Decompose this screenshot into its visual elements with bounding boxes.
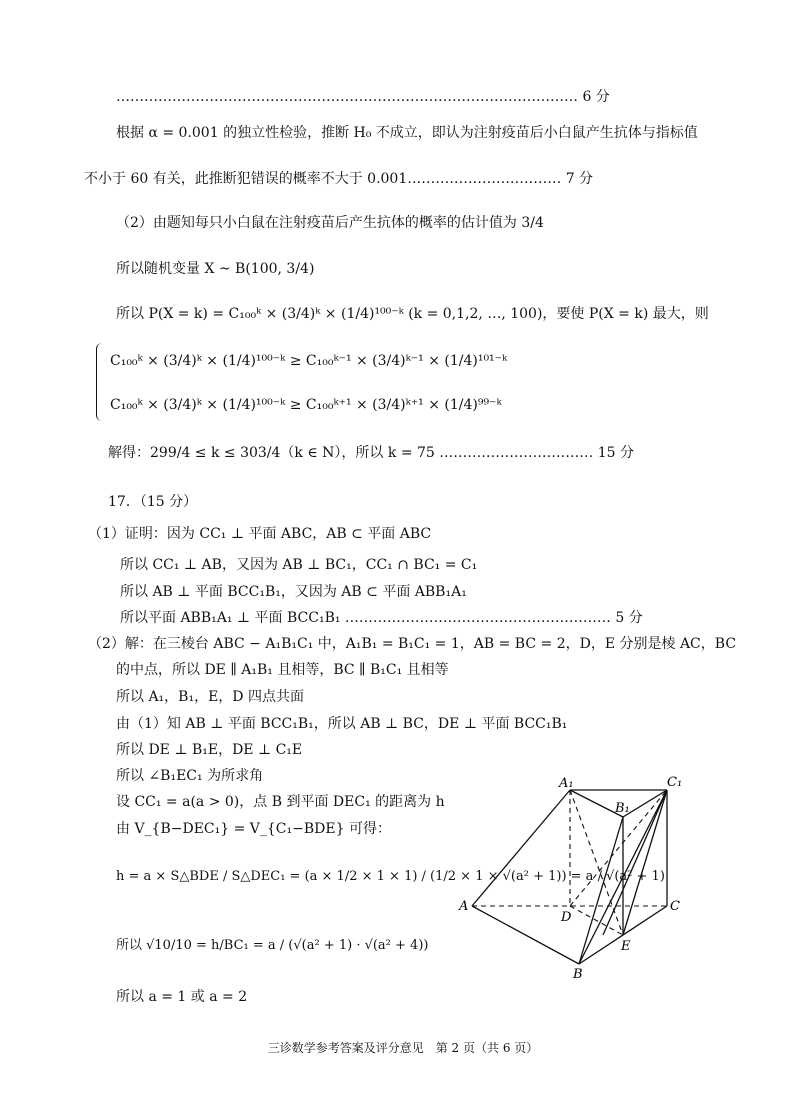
text-line-20: 所以 ∠B₁EC₁ 为所求角 [116,768,264,784]
text-line-4: （2）由题知每只小白鼠在注射疫苗后产生抗体的概率的估计值为 3/4 [116,215,544,231]
text-line-11: （1）证明：因为 CC₁ ⊥ 平面 ABC，AB ⊂ 平面 ABC [88,526,432,542]
label-C1: C₁ [667,775,683,790]
label-A1: A₁ [559,776,574,791]
formula-h: h = a × S△BDE / S△DEC₁ = (a × 1/2 × 1 × 1) / (1/2 × 1 × √(a² + 1)) = a / √(a² + 1) [116,869,665,884]
frustum-figure [455,770,695,980]
label-E: E [621,939,631,954]
page-footer: 三诊数学参考答案及评分意见 第 2 页（共 6 页） [267,1041,539,1055]
label-C: C [670,899,680,914]
text-line-16: 的中点，所以 DE ∥ A₁B₁ 且相等，BC ∥ B₁C₁ 且相等 [116,662,449,678]
text-line-13: 所以 AB ⊥ 平面 BCC₁B₁，又因为 AB ⊂ 平面 ABB₁A₁ [120,584,467,600]
text-line-25: 所以 a = 1 或 a = 2 [116,989,248,1005]
text-line-5: 所以随机变量 X ~ B(100, 3/4) [116,261,315,277]
text-line-19: 所以 DE ⊥ B₁E，DE ⊥ C₁E [116,742,303,758]
label-B1: B₁ [615,801,630,816]
text-line-14: 所以平面 ABB₁A₁ ⊥ 平面 BCC₁B₁ ………………………………………………… 5 分 [120,610,643,626]
label-A: A [459,899,469,914]
text-line-21: 设 CC₁ = a(a > 0)，点 B 到平面 DEC₁ 的距离为 h [116,794,445,810]
problem-17-heading: 17．（15 分） [108,494,198,510]
text-line-17: 所以 A₁，B₁，E，D 四点共面 [116,689,304,705]
text-line-2: 根据 α = 0.001 的独立性检验，推断 H₀ 不成立，即认为注射疫苗后小白鼠产生抗体与指标值 [116,125,698,141]
text-line-22: 由 V_{B−DEC₁} = V_{C₁−BDE} 可得： [116,821,391,837]
text-line-9: 解得：299/4 ≤ k ≤ 303/4（k ∈ N），所以 k = 75 …………………………… 15 分 [108,445,634,461]
inequality-2: C₁₀₀ᵏ × (3/4)ᵏ × (1/4)¹⁰⁰⁻ᵏ ≥ C₁₀₀ᵏ⁺¹ × (3/4)ᵏ⁺¹ × (1/4)⁹⁹⁻ᵏ [110,397,502,413]
label-B: B [573,967,583,980]
equation-system-brace [96,343,105,421]
formula-ratio: 所以 √10/10 = h/BC₁ = a / (√(a² + 1) · √(a² + 4)) [116,938,429,953]
text-line-15: （2）解：在三棱台 ABC − A₁B₁C₁ 中，A₁B₁ = B₁C₁ = 1，AB = BC = 2，D，E 分别是棱 AC，BC [88,636,737,652]
inequality-1: C₁₀₀ᵏ × (3/4)ᵏ × (1/4)¹⁰⁰⁻ᵏ ≥ C₁₀₀ᵏ⁻¹ × (3/4)ᵏ⁻¹ × (1/4)¹⁰¹⁻ᵏ [110,353,508,369]
text-line-12: 所以 CC₁ ⊥ AB，又因为 AB ⊥ BC₁，CC₁ ∩ BC₁ = C₁ [120,557,478,573]
text-line-6: 所以 P(X = k) = C₁₀₀ᵏ × (3/4)ᵏ × (1/4)¹⁰⁰⁻ᵏ (k = 0,1,2, …, 100)，要使 P(X = k) 最大，则 [116,306,709,322]
label-D: D [561,910,572,925]
text-line-3: 不小于 60 有关，此推断犯错误的概率不大于 0.001…………………………… 7 分 [84,171,594,187]
text-line-1: ……………………………………………………………………………………… 6 分 [116,89,610,105]
text-line-18: 由（1）知 AB ⊥ 平面 BCC₁B₁，所以 AB ⊥ BC，DE ⊥ 平面 BCC₁B₁ [116,716,568,732]
